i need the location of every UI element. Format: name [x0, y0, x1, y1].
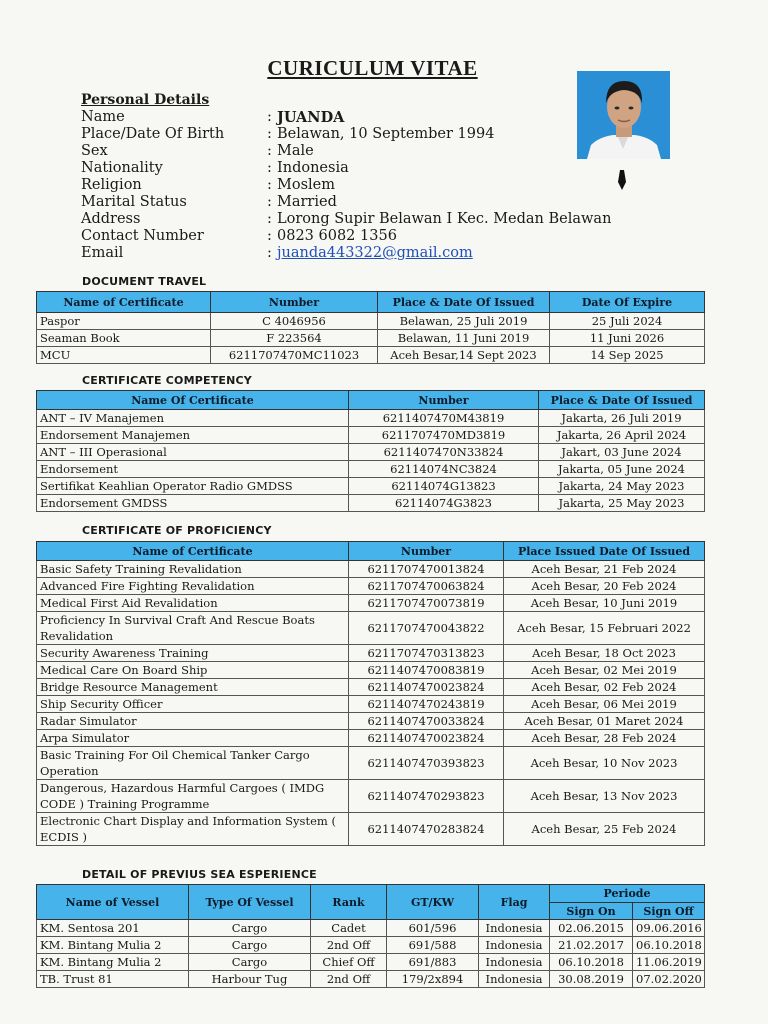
table-cell: 6211407470033824 — [349, 713, 504, 730]
table-cell: Jakarta, 26 Juli 2019 — [539, 410, 705, 427]
profile-photo — [577, 71, 670, 159]
pd-colon: : — [267, 228, 272, 244]
table-row — [37, 595, 705, 612]
table-cell: Sertifikat Keahlian Operator Radio GMDSS — [37, 478, 349, 495]
table-cell: 6211707470073819 — [349, 595, 504, 612]
table-cell: Cargo — [189, 954, 311, 971]
table-cell: Jakarta, 05 June 2024 — [539, 461, 705, 478]
table-cell: Basic Training For Oil Chemical Tanker Cargo Operation — [37, 747, 349, 780]
table-cell: 62114074G3823 — [349, 495, 539, 512]
header-flag: Flag — [479, 885, 550, 920]
table-cell: 6211407470M43819 — [349, 410, 539, 427]
table-cell: Harbour Tug — [189, 971, 311, 988]
pd-colon: : — [267, 177, 272, 193]
table-cell: 62114074G13823 — [349, 478, 539, 495]
table-cell: 691/883 — [387, 954, 479, 971]
table-cell: 691/588 — [387, 937, 479, 954]
table-cell: Aceh Besar, 25 Feb 2024 — [504, 813, 705, 846]
table-cell: C 4046956 — [211, 313, 378, 330]
table-cell: Endorsement — [37, 461, 349, 478]
table-cell: Bridge Resource Management — [37, 679, 349, 696]
table-cell: Indonesia — [479, 954, 550, 971]
table-cell: 06.10.2018 — [550, 954, 633, 971]
certificate-proficiency-table — [36, 541, 705, 846]
document-travel-table — [36, 291, 705, 364]
pd-value: 0823 6082 1356 — [277, 228, 397, 244]
pd-label: Email — [81, 245, 124, 261]
table-cell: 6211407470N33824 — [349, 444, 539, 461]
table-cell: MCU — [37, 347, 211, 364]
header-sign-on: Sign On — [550, 903, 633, 920]
certificate-competency-heading: CERTIFICATE COMPETENCY — [82, 374, 252, 387]
table-cell: Electronic Chart Display and Information System ( ECDIS ) — [37, 813, 349, 846]
table-cell: Advanced Fire Fighting Revalidation — [37, 578, 349, 595]
table-cell: Dangerous, Hazardous Harmful Cargoes ( IMDG CODE ) Training Programme — [37, 780, 349, 813]
sea-experience-table — [36, 884, 705, 988]
pd-value: Indonesia — [277, 160, 349, 176]
table-cell: Endorsement Manajemen — [37, 427, 349, 444]
table-cell: 601/596 — [387, 920, 479, 937]
table-cell: Aceh Besar, 10 Nov 2023 — [504, 747, 705, 780]
table-row — [37, 696, 705, 713]
header-sign-off: Sign Off — [633, 903, 705, 920]
table-cell: KM. Bintang Mulia 2 — [37, 954, 189, 971]
pd-label: Marital Status — [81, 194, 187, 210]
pd-label: Place/Date Of Birth — [81, 126, 225, 142]
table-cell: 6211407470023824 — [349, 730, 504, 747]
table-cell: Indonesia — [479, 920, 550, 937]
table-row — [37, 461, 705, 478]
table-row — [37, 747, 705, 780]
table-cell: 11 Juni 2026 — [550, 330, 705, 347]
pd-label: Name — [81, 109, 125, 125]
table-row — [37, 313, 705, 330]
table-row — [37, 813, 705, 846]
table-row — [37, 971, 705, 988]
table-cell: Indonesia — [479, 937, 550, 954]
email-link[interactable]: juanda443322@gmail.com — [277, 245, 473, 261]
table-cell: Cadet — [311, 920, 387, 937]
table-cell: 6211407470243819 — [349, 696, 504, 713]
pd-label: Sex — [81, 143, 108, 159]
table-cell: Aceh Besar, 21 Feb 2024 — [504, 561, 705, 578]
table-cell: 6211407470293823 — [349, 780, 504, 813]
table-cell: Basic Safety Training Revalidation — [37, 561, 349, 578]
table-row — [37, 612, 705, 645]
header-type: Type Of Vessel — [189, 885, 311, 920]
header-gt-kw: GT/KW — [387, 885, 479, 920]
table-row — [37, 780, 705, 813]
pd-colon: : — [267, 194, 272, 210]
table-cell: 02.06.2015 — [550, 920, 633, 937]
table-cell: Jakarta, 24 May 2023 — [539, 478, 705, 495]
header-periode: Periode — [550, 885, 705, 903]
table-cell: 6211407470393823 — [349, 747, 504, 780]
sea-experience-heading: DETAIL OF PREVIUS SEA ESPERIENCE — [82, 868, 317, 881]
table-cell: 25 Juli 2024 — [550, 313, 705, 330]
pd-value: Married — [277, 194, 337, 210]
table-cell: Chief Off — [311, 954, 387, 971]
pd-colon: : — [267, 126, 272, 142]
table-row — [37, 662, 705, 679]
table-cell: 2nd Off — [311, 937, 387, 954]
table-cell: 6211407470283824 — [349, 813, 504, 846]
table-header-row — [37, 885, 705, 903]
table-cell: 6211707470013824 — [349, 561, 504, 578]
table-row — [37, 347, 705, 364]
table-cell: Paspor — [37, 313, 211, 330]
column-header: Place & Date Of Issued — [539, 391, 705, 410]
pd-colon: : — [267, 143, 272, 159]
table-cell: Aceh Besar, 20 Feb 2024 — [504, 578, 705, 595]
table-cell: Aceh Besar, 01 Maret 2024 — [504, 713, 705, 730]
table-cell: 6211707470MD3819 — [349, 427, 539, 444]
table-row — [37, 679, 705, 696]
pd-label: Address — [81, 211, 141, 227]
table-row — [37, 410, 705, 427]
pd-label: Nationality — [81, 160, 163, 176]
page-title: CURICULUM VITAE — [267, 56, 478, 80]
table-row — [37, 330, 705, 347]
table-cell: Aceh Besar, 06 Mei 2019 — [504, 696, 705, 713]
table-header-row — [37, 542, 705, 561]
column-header: Name Of Certificate — [37, 391, 349, 410]
column-header: Place Issued Date Of Issued — [504, 542, 705, 561]
table-header-row — [37, 292, 705, 313]
personal-details-heading: Personal Details — [81, 92, 210, 108]
pd-value: Lorong Supir Belawan I Kec. Medan Belawan — [277, 211, 612, 227]
table-cell: Aceh Besar, 10 Juni 2019 — [504, 595, 705, 612]
table-cell: Aceh Besar, 02 Mei 2019 — [504, 662, 705, 679]
table-cell: 21.02.2017 — [550, 937, 633, 954]
pd-value: Moslem — [277, 177, 335, 193]
table-cell: Medical Care On Board Ship — [37, 662, 349, 679]
table-cell: Endorsement GMDSS — [37, 495, 349, 512]
table-cell: Medical First Aid Revalidation — [37, 595, 349, 612]
table-row — [37, 920, 705, 937]
table-row — [37, 937, 705, 954]
table-cell: Jakarta, 26 April 2024 — [539, 427, 705, 444]
pd-colon: : — [267, 211, 272, 227]
table-row — [37, 427, 705, 444]
table-cell: KM. Sentosa 201 — [37, 920, 189, 937]
pd-label: Religion — [81, 177, 142, 193]
table-row — [37, 478, 705, 495]
table-cell: ANT – III Operasional — [37, 444, 349, 461]
table-row — [37, 713, 705, 730]
pd-colon: : — [267, 109, 272, 125]
table-cell: Aceh Besar, 18 Oct 2023 — [504, 645, 705, 662]
table-row — [37, 645, 705, 662]
table-cell: 07.02.2020 — [633, 971, 705, 988]
table-cell: 11.06.2019 — [633, 954, 705, 971]
table-cell: Jakarta, 25 May 2023 — [539, 495, 705, 512]
certificate-proficiency-heading: CERTIFICATE OF PROFICIENCY — [82, 524, 272, 537]
table-cell: Security Awareness Training — [37, 645, 349, 662]
certificate-competency-table — [36, 390, 705, 512]
header-rank: Rank — [311, 885, 387, 920]
table-cell: Belawan, 25 Juli 2019 — [378, 313, 550, 330]
pd-label: Contact Number — [81, 228, 204, 244]
pd-value: JUANDA — [277, 109, 345, 126]
table-row — [37, 444, 705, 461]
table-row — [37, 730, 705, 747]
table-cell: Aceh Besar,14 Sept 2023 — [378, 347, 550, 364]
table-cell: Radar Simulator — [37, 713, 349, 730]
table-cell: 6211407470083819 — [349, 662, 504, 679]
table-cell: 62114074NC3824 — [349, 461, 539, 478]
table-row — [37, 578, 705, 595]
pd-value: Belawan, 10 September 1994 — [277, 126, 495, 142]
table-cell: ANT – IV Manajemen — [37, 410, 349, 427]
table-cell: 09.06.2016 — [633, 920, 705, 937]
table-cell: Cargo — [189, 920, 311, 937]
table-cell: 6211707470MC11023 — [211, 347, 378, 364]
column-header: Number — [349, 391, 539, 410]
table-cell: Proficiency In Survival Craft And Rescue Boats Revalidation — [37, 612, 349, 645]
header-vessel: Name of Vessel — [37, 885, 189, 920]
table-cell: 6211707470043822 — [349, 612, 504, 645]
table-cell: Ship Security Officer — [37, 696, 349, 713]
table-header-row — [37, 391, 705, 410]
column-header: Name of Certificate — [37, 542, 349, 561]
table-cell: 30.08.2019 — [550, 971, 633, 988]
table-cell: Seaman Book — [37, 330, 211, 347]
column-header: Number — [349, 542, 504, 561]
table-row — [37, 954, 705, 971]
table-cell: Aceh Besar, 28 Feb 2024 — [504, 730, 705, 747]
table-cell: 06.10.2018 — [633, 937, 705, 954]
column-header: Place & Date Of Issued — [378, 292, 550, 313]
table-cell: Cargo — [189, 937, 311, 954]
tie-icon — [616, 170, 628, 190]
table-cell: 2nd Off — [311, 971, 387, 988]
table-cell: 6211707470313823 — [349, 645, 504, 662]
table-cell: 6211707470063824 — [349, 578, 504, 595]
column-header: Date Of Expire — [550, 292, 705, 313]
table-cell: F 223564 — [211, 330, 378, 347]
table-cell: KM. Bintang Mulia 2 — [37, 937, 189, 954]
column-header: Name of Certificate — [37, 292, 211, 313]
table-cell: Aceh Besar, 15 Februari 2022 — [504, 612, 705, 645]
table-row — [37, 561, 705, 578]
table-cell: Indonesia — [479, 971, 550, 988]
table-cell: TB. Trust 81 — [37, 971, 189, 988]
table-cell: 179/2x894 — [387, 971, 479, 988]
table-cell: Jakart, 03 June 2024 — [539, 444, 705, 461]
table-row — [37, 495, 705, 512]
table-cell: Belawan, 11 Juni 2019 — [378, 330, 550, 347]
table-cell: Arpa Simulator — [37, 730, 349, 747]
table-cell: 6211407470023824 — [349, 679, 504, 696]
pd-colon: : — [267, 245, 272, 261]
table-cell: Aceh Besar, 02 Feb 2024 — [504, 679, 705, 696]
document-travel-heading: DOCUMENT TRAVEL — [82, 275, 207, 288]
table-cell: 14 Sep 2025 — [550, 347, 705, 364]
pd-colon: : — [267, 160, 272, 176]
column-header: Number — [211, 292, 378, 313]
table-cell: Aceh Besar, 13 Nov 2023 — [504, 780, 705, 813]
pd-value: Male — [277, 143, 314, 159]
